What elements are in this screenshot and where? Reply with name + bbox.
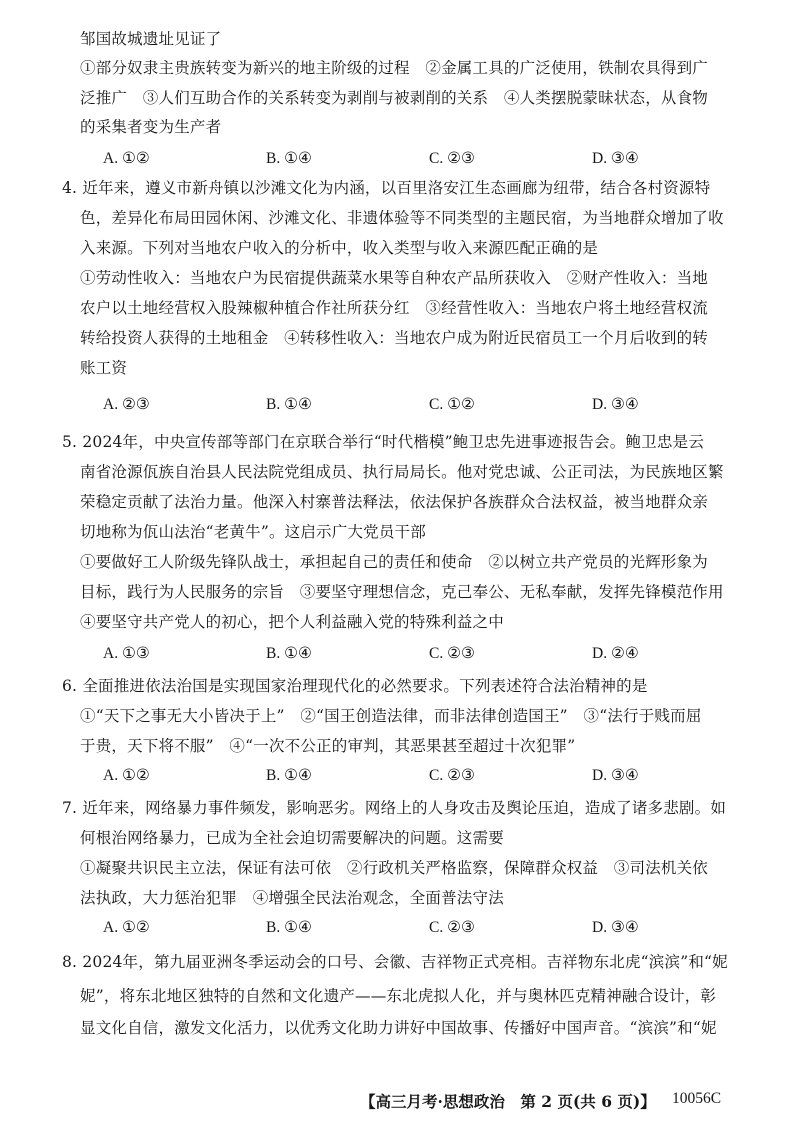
text-line: 荣稳定贡献了法治力量。他深入村寨普法释法，依法保护各族群众合法权益，被当地群众亲 — [80, 493, 709, 511]
option-c: C. ②③ — [429, 767, 475, 784]
option-d: D. ③④ — [592, 767, 639, 784]
text-line: 泛推广 ③人们互助合作的关系转变为剥削与被剥削的关系 ④人类摆脱蒙昧状态，从食物 — [80, 89, 709, 107]
option-b: B. ①④ — [266, 396, 312, 413]
option-c: C. ①② — [429, 396, 475, 413]
option-a: A. ①③ — [103, 645, 150, 662]
text-line: 入来源。下列对当地农户收入的分析中，收入类型与收入来源匹配正确的是 — [80, 239, 599, 257]
text-line: ①要做好工人阶级先锋队战士，承担起自己的责任和使命 ②以树立共产党员的光辉形象为 — [80, 553, 709, 571]
text-line: 农户以土地经营权入股辣椒种植合作社所获分红 ③经营性收入：当地农户将土地经营权流 — [80, 299, 709, 317]
text-line: ①凝聚共识民主立法，保证有法可依 ②行政机关严格监察，保障群众权益 ③司法机关依 — [80, 859, 709, 877]
text-line: 邹国故城遗址见证了 — [80, 30, 222, 48]
option-b: B. ①④ — [266, 150, 312, 167]
option-d: D. ②④ — [592, 645, 639, 662]
text-line: 的采集者变为生产者 — [80, 118, 222, 136]
option-b: B. ①④ — [266, 645, 312, 662]
text-line: 显文化自信，激发文化活力，以优秀文化助力讲好中国故事、传播好中国声音。“滨滨”和“妮 — [80, 1019, 717, 1037]
question-6-stem: 6. 全面推进依法治国是实现国家治理现代化的必然要求。下列表述符合法治精神的是 — [62, 677, 648, 695]
option-c: C. ②③ — [429, 919, 475, 936]
paper-code: 10056C — [672, 1090, 722, 1107]
option-b: B. ①④ — [266, 919, 312, 936]
question-5-stem: 5. 2024年，中央宣传部等部门在京联合举行“时代楷模”鲍卫忠先进事迹报告会。鲍卫忠是云 — [62, 433, 705, 451]
options-q5 — [103, 644, 723, 664]
options-q3 — [103, 149, 723, 169]
text-line: 法执政，大力惩治犯罪 ④增强全民法治观念，全面普法守法 — [80, 889, 504, 907]
text-line: 转给投资人获得的土地租金 ④转移性收入：当地农户成为附近民宿员工一个月后收到的转 — [80, 329, 709, 347]
text-line: 何根治网络暴力，已成为全社会迫切需要解决的问题。这需要 — [80, 829, 504, 847]
text-line: 妮”，将东北地区独特的自然和文化遗产——东北虎拟人化，并与奥林匹克精神融合设计，彰 — [80, 987, 717, 1005]
option-a: A. ①② — [103, 919, 150, 936]
text-line: 账工资 — [80, 359, 128, 377]
options-q4 — [103, 395, 723, 415]
text-line: ①“天下之事无大小皆决于上” ②“国王创造法律，而非法律创造国王” ③“法行于贱而屈 — [80, 707, 702, 725]
text-line: 目标，践行为人民服务的宗旨 ③要坚守理想信念，克己奉公、无私奉献，发挥先锋模范作用 — [80, 583, 724, 601]
text-line: 色，差异化布局田园休闲、沙滩文化、非遗体验等不同类型的主题民宿，为当地群众增加了收 — [80, 209, 724, 227]
option-b: B. ①④ — [266, 767, 312, 784]
option-a: A. ①② — [103, 767, 150, 784]
page-footer: 【高三月考·思想政治 第 2 页(共 6 页)】 — [360, 1092, 656, 1111]
option-c: C. ②③ — [429, 150, 475, 167]
option-c: C. ②③ — [429, 645, 475, 662]
question-8-stem: 8. 2024年，第九届亚洲冬季运动会的口号、会徽、吉祥物正式亮相。吉祥物东北虎“滨滨”和“妮 — [62, 953, 728, 971]
options-q7 — [103, 918, 723, 938]
text-line: ①劳动性收入：当地农户为民宿提供蔬菜水果等自种农产品所获收入 ②财产性收入：当地 — [80, 269, 709, 287]
option-d: D. ③④ — [592, 150, 639, 167]
options-q6 — [103, 766, 723, 786]
question-7-stem: 7. 近年来，网络暴力事件频发，影响恶劣。网络上的人身攻击及舆论压迫，造成了诸多悲剧。如 — [62, 799, 727, 817]
text-line: 切地称为佤山法治“老黄牛”。这启示广大党员干部 — [80, 523, 426, 541]
text-line: 南省沧源佤族自治县人民法院党组成员、执行局局长。他对党忠诚、公正司法，为民族地区繁 — [80, 463, 724, 481]
text-line: ①部分奴隶主贵族转变为新兴的地主阶级的过程 ②金属工具的广泛使用，铁制农具得到广 — [80, 59, 709, 77]
text-line: ④要坚守共产党人的初心，把个人利益融入党的特殊利益之中 — [80, 613, 504, 631]
text-line: 于贵，天下将不服” ④“一次不公正的审判，其恶果甚至超过十次犯罪” — [80, 737, 576, 755]
option-a: A. ②③ — [103, 396, 150, 413]
option-d: D. ③④ — [592, 396, 639, 413]
question-4-stem: 4. 近年来，遵义市新舟镇以沙滩文化为内涵，以百里洛安江生态画廊为纽带，结合各村资源特 — [62, 179, 711, 197]
option-d: D. ③④ — [592, 919, 639, 936]
option-a: A. ①② — [103, 150, 150, 167]
